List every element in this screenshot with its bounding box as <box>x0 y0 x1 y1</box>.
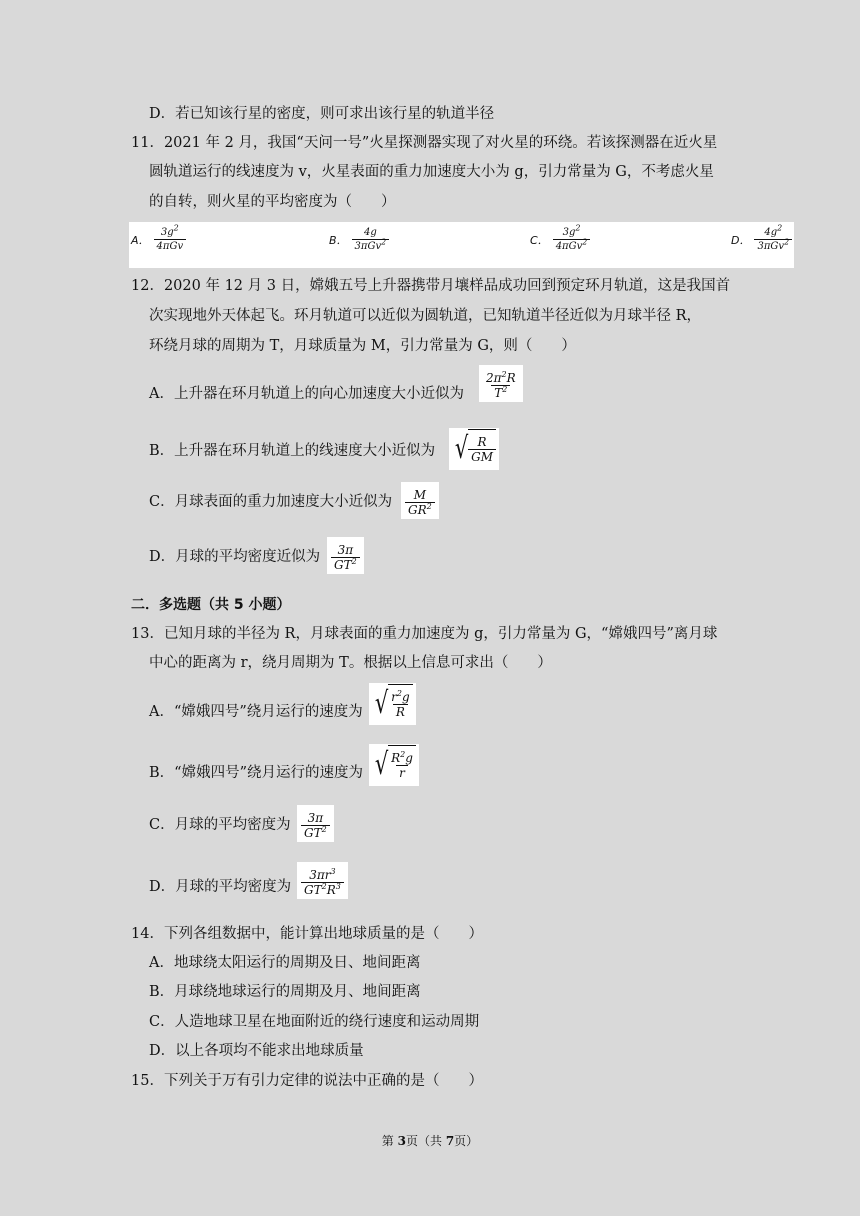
q13d-formula: $\frac{3\pi r^3}{GT^2R^3}$ <box>297 862 348 899</box>
q13b-formula: √ $\frac{R^2g}{r}$ <box>369 744 419 786</box>
q12b-formula: √ $\frac{R}{GM}$ <box>449 428 499 470</box>
question-12-option-d: D．月球的平均密度近似为 <box>149 549 321 565</box>
q12a-formula: $\frac{2\pi^2R}{T^2}$ <box>479 365 523 402</box>
question-13-option-d: D．月球的平均密度为 <box>149 879 292 895</box>
question-12-line-1: 12．2020 年 12 月 3 日，嫦娥五号上升器携带月壤样品成功回到预定环月轨道，这是我国首 <box>131 278 731 294</box>
question-14-option-c: C．人造地球卫星在地面附近的绕行速度和运动周期 <box>149 1014 480 1030</box>
question-14: 14．下列各组数据中，能计算出地球质量的是（ ） <box>131 926 483 942</box>
q11-option-d-fraction: $\frac{4g^2}{3\pi Gv^2}$ <box>754 226 792 253</box>
question-13-option-a: A．“嫦娥四号”绕月运行的速度为 <box>149 704 363 720</box>
question-12-option-a: A．上升器在环月轨道上的向心加速度大小近似为 <box>149 386 464 402</box>
question-12-line-2: 次实现地外天体起飞。环月轨道可以近似为圆轨道，已知轨道半径近似为月球半径 R， <box>149 308 702 324</box>
question-13-line-1: 13．已知月球的半径为 R，月球表面的重力加速度为 g，引力常量为 G，“嫦娥四号”离月球 <box>131 626 718 642</box>
question-13-option-b: B．“嫦娥四号”绕月运行的速度为 <box>149 765 363 781</box>
question-11-line-3: 的自转，则火星的平均密度为（ ） <box>149 194 396 210</box>
q12d-formula: $\frac{3\pi}{GT^2}$ <box>327 537 364 574</box>
q11-option-a-fraction: $\frac{3g^2}{\text{4πGv}}$ <box>154 226 187 253</box>
q11-option-c-fraction: $\frac{3g^2}{4\pi Gv^2}$ <box>553 226 591 253</box>
q11-option-b: B． $\frac{4g}{3\pi Gv^2}$ <box>329 226 389 253</box>
q13a-formula: √ $\frac{r^2g}{R}$ <box>369 683 416 725</box>
question-14-option-a: A．地球绕太阳运行的周期及日、地间距离 <box>149 955 421 971</box>
question-12-line-3: 环绕月球的周期为 T，月球质量为 M，引力常量为 G，则（ ） <box>149 338 576 354</box>
question-11-options <box>129 222 794 268</box>
question-14-option-b: B．月球绕地球运行的周期及月、地间距离 <box>149 984 421 1000</box>
q12c-formula: $\frac{M}{GR^2}$ <box>401 482 439 519</box>
question-13-line-2: 中心的距离为 r，绕月周期为 T。根据以上信息可求出（ ） <box>149 655 552 671</box>
question-11-line-2: 圆轨道运行的线速度为 v，火星表面的重力加速度大小为 g，引力常量为 G，不考虑火星 <box>149 164 714 180</box>
q11-option-a: A． $\frac{3g^2}{\text{4πGv}}$ <box>131 226 186 253</box>
q13c-formula: $\frac{3\pi}{GT^2}$ <box>297 805 334 842</box>
question-12-option-b: B．上升器在环月轨道上的线速度大小近似为 <box>149 443 436 459</box>
question-12-option-c: C．月球表面的重力加速度大小近似为 <box>149 494 393 510</box>
q11-option-b-fraction: $\frac{4g}{3\pi Gv^2}$ <box>352 226 390 253</box>
question-14-option-d: D．以上各项均不能求出地球质量 <box>149 1043 364 1059</box>
q11-option-c: C． $\frac{3g^2}{4\pi Gv^2}$ <box>530 226 590 253</box>
question-11-line-1: 11．2021 年 2 月，我国“天问一号”火星探测器实现了对火星的环绕。若该探测器在近火星 <box>131 135 718 151</box>
question-10-option-d: D．若已知该行星的密度，则可求出该行星的轨道半径 <box>149 106 495 122</box>
question-15: 15．下列关于万有引力定律的说法中正确的是（ ） <box>131 1073 483 1089</box>
question-13-option-c: C．月球的平均密度为 <box>149 817 291 833</box>
section-2-heading: 二．多选题（共 5 小题） <box>131 597 291 613</box>
page-footer: 第 3页（共 7页） <box>381 1134 479 1148</box>
q11-option-d: D． $\frac{4g^2}{3\pi Gv^2}$ <box>731 226 792 253</box>
